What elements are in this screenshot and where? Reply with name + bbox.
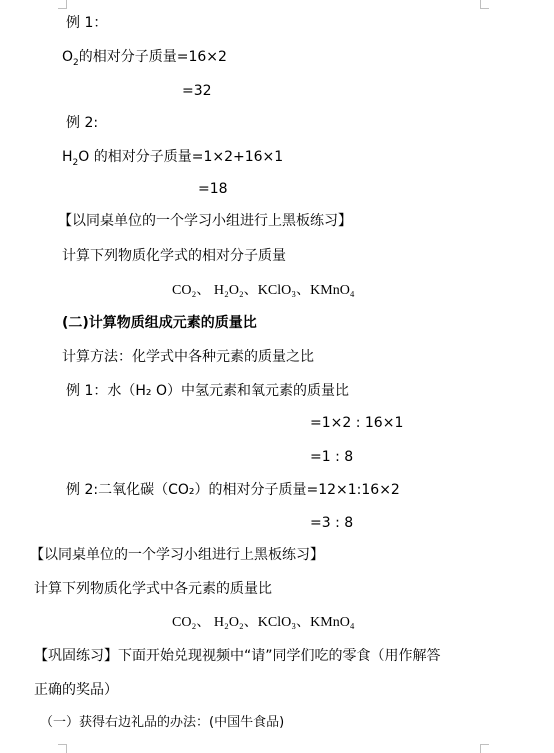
calculation-method: 计算方法：化学式中各种元素的质量之比 — [62, 349, 314, 365]
example-1-formula-subscript: 2 — [73, 57, 79, 68]
margin-mark-top-right — [480, 0, 489, 9]
consolidation-practice-line-2: 正确的奖品） — [34, 682, 118, 698]
example-3-step-2: =1 : 8 — [310, 449, 354, 465]
example-2-formula-subscript: 2 — [72, 157, 79, 168]
gift-method-text: （一）获得右边礼品的办法：(中国牛食品) — [40, 715, 285, 730]
task-2-text: 计算下列物质化学式中各元素的质量比 — [34, 581, 272, 597]
group-practice-instruction-2: 【以同桌单位的一个学习小组进行上黑板练习】 — [30, 547, 324, 563]
group-practice-instruction-1: 【以同桌单位的一个学习小组进行上黑板练习】 — [58, 213, 352, 229]
example-4-text: 例 2:二氧化碳（CO₂）的相对分子质量=12×1:16×2 — [66, 482, 400, 498]
example-2-line — [62, 148, 283, 166]
example-1-line — [62, 48, 227, 66]
example-3-text: 例 1：水（H₂ O）中氢元素和氧元素的质量比 — [66, 383, 349, 399]
example-3-step-1: =1×2 : 16×1 — [310, 415, 404, 431]
example-1-label: 例 1： — [66, 15, 108, 31]
example-1-result: =32 — [182, 83, 212, 99]
example-1-formula-rest: 的相对分子质量=16×2 — [78, 49, 227, 65]
example-2-formula-prefix: H — [62, 149, 73, 165]
section-two-heading: (二)计算物质组成元素的质量比 — [62, 315, 257, 331]
example-2-result: =18 — [198, 181, 228, 197]
task-1-text: 计算下列物质化学式的相对分子质量 — [62, 248, 286, 264]
example-2-label: 例 2: — [66, 115, 99, 131]
formulas-list-1: CO₂、 H₂O₂、KClO₃、KMnO₄ — [172, 283, 355, 298]
formulas-list-2: CO₂、 H₂O₂、KClO₃、KMnO₄ — [172, 615, 355, 630]
example-2-formula-rest: O 的相对分子质量=1×2+16×1 — [78, 149, 284, 165]
margin-mark-top-left — [58, 0, 67, 9]
example-1-formula-prefix: O — [62, 49, 74, 65]
example-4-result: =3 : 8 — [310, 515, 354, 531]
consolidation-practice-line-1: 【巩固练习】下面开始兑现视频中“请”同学们吃的零食（用作解答 — [34, 648, 441, 664]
